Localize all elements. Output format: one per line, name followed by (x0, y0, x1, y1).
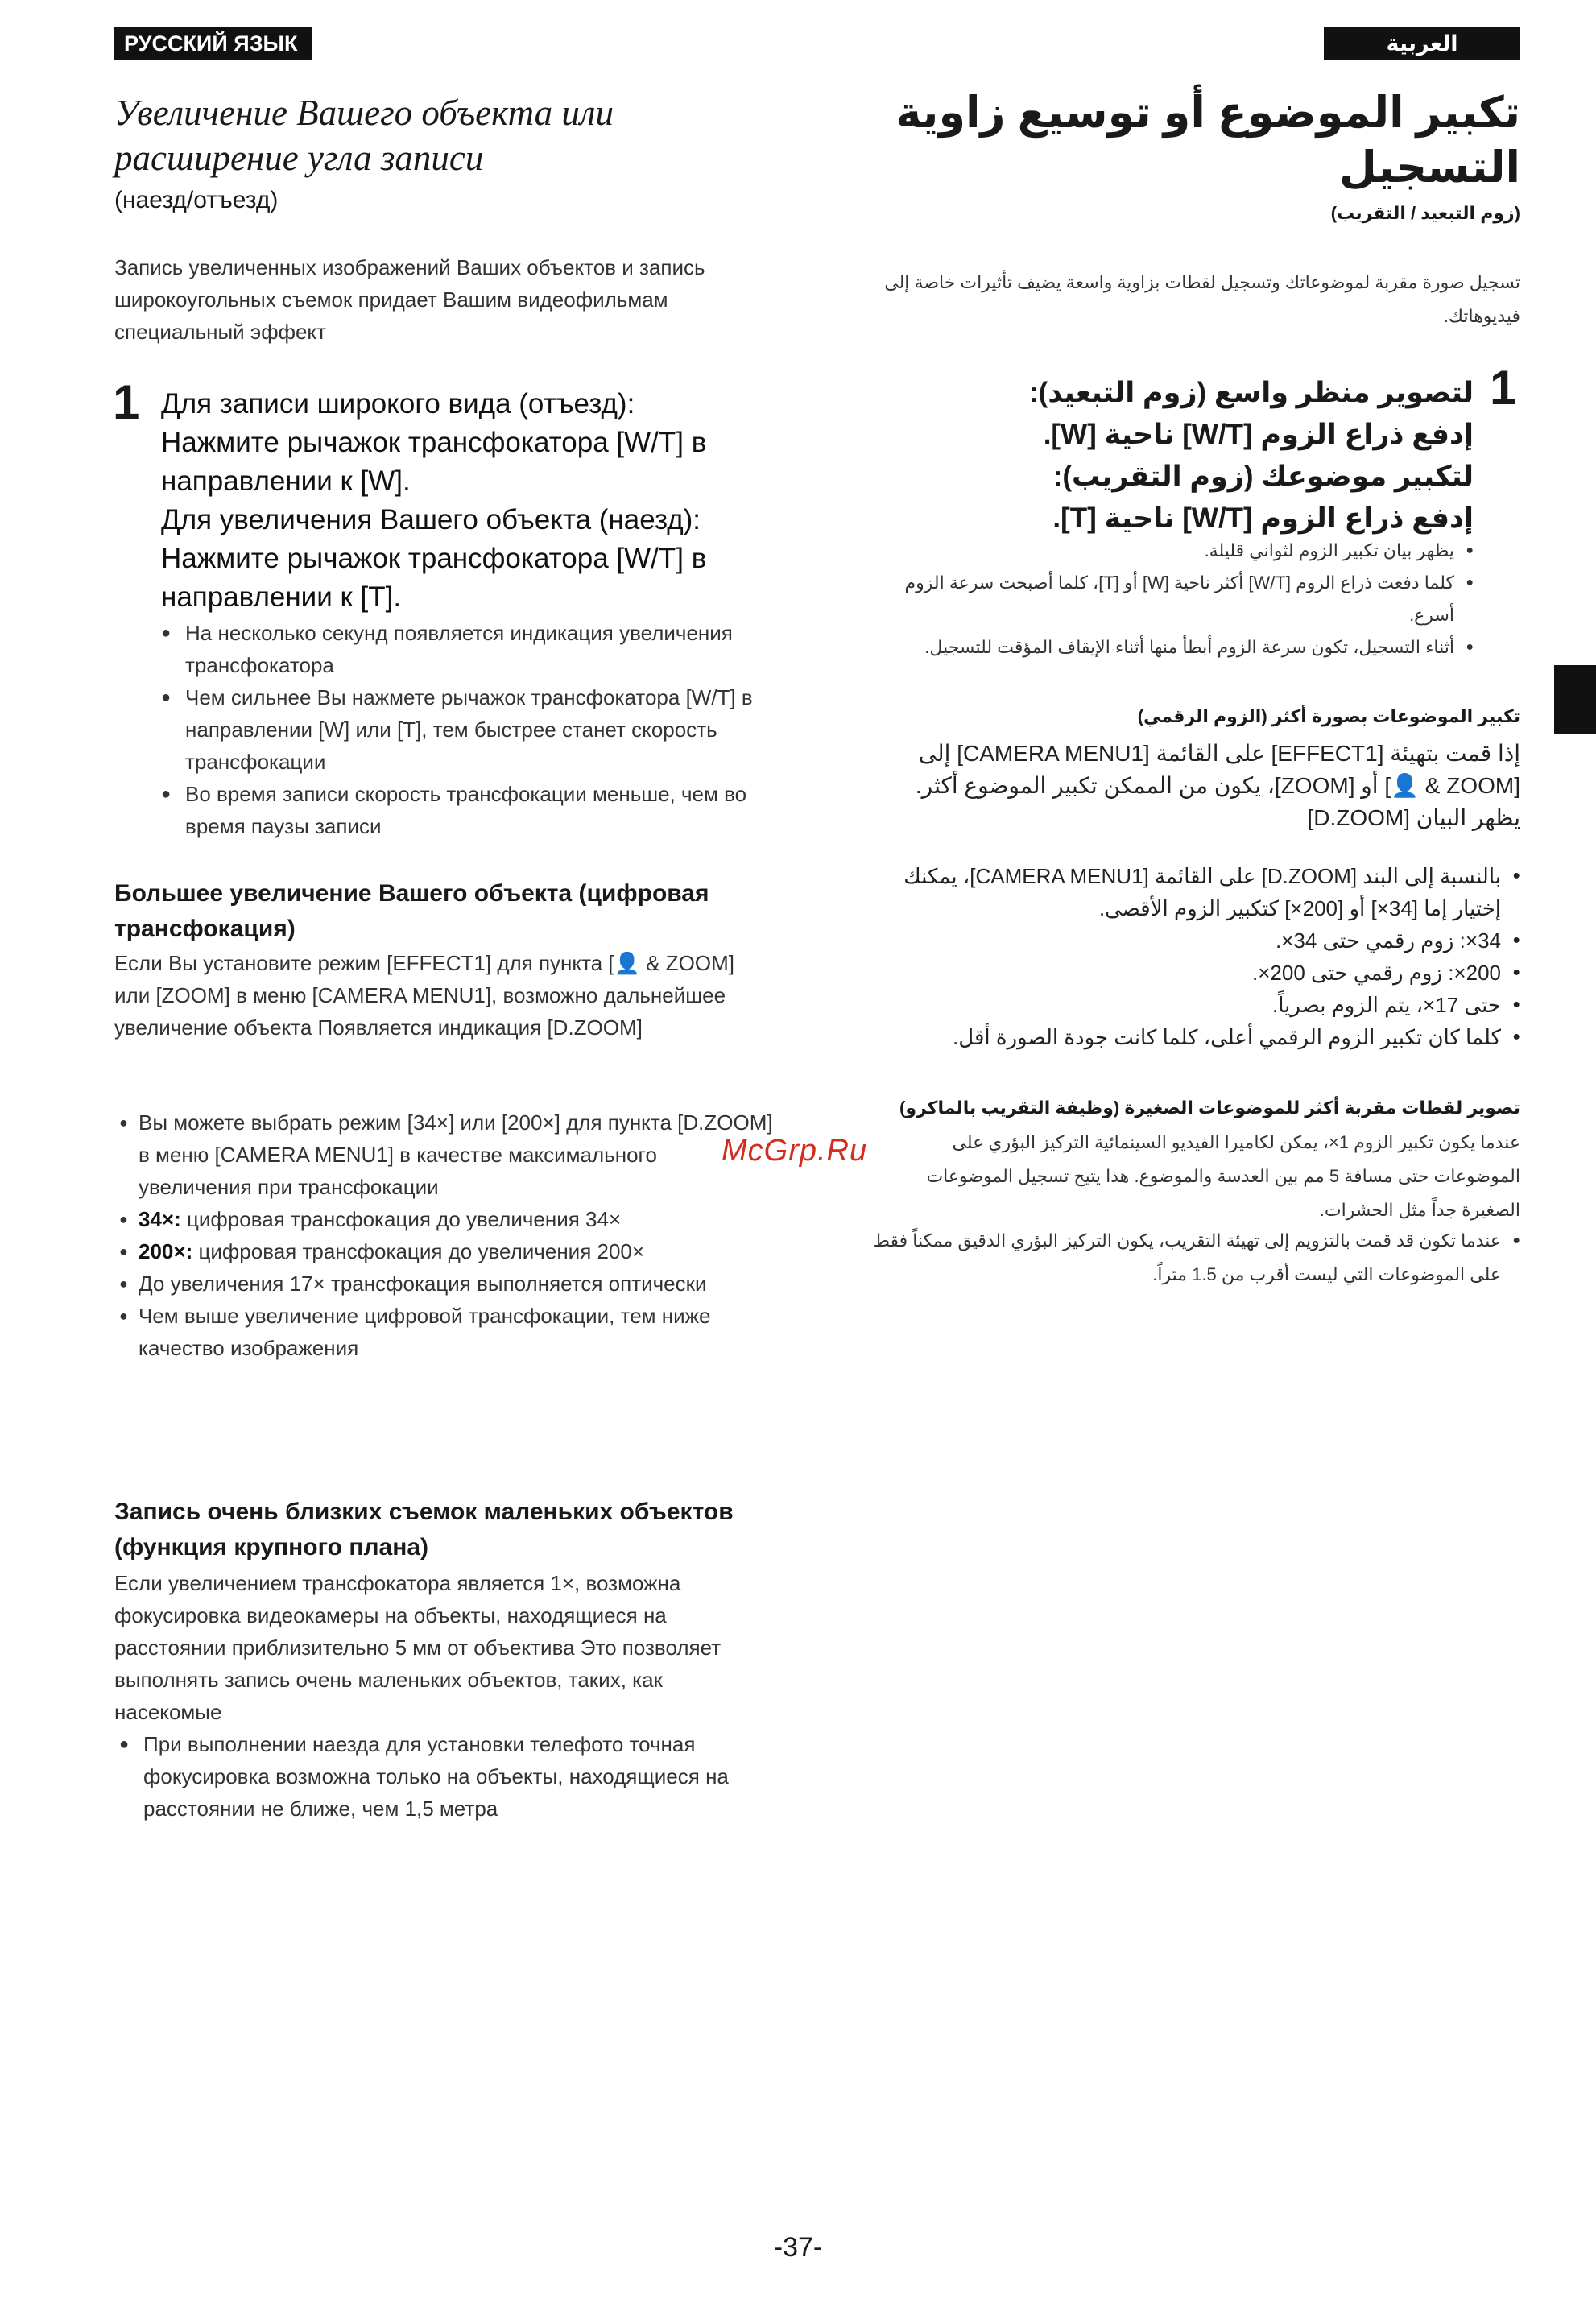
macro-notes-russian (119, 1728, 755, 1825)
subtitle-russian: (наезд/отъезд) (114, 187, 279, 213)
section-edge-tab (1554, 665, 1596, 734)
watermark: McGrp.Ru (722, 1134, 868, 1168)
wide-heading-arabic: لتصوير منظر واسع (زوم التبعيد): (1028, 377, 1474, 408)
list-item: ● На несколько секунд появляется индикация увеличения трансфокатора (161, 617, 773, 681)
tele-action-russian: Нажмите рычажок трансфокатора [W/T] в направлении к [T]. (161, 543, 707, 613)
page-number: -37- (773, 2232, 823, 2263)
step1-notes-arabic (870, 535, 1474, 664)
list-item: ● كلما دفعت ذراع الزوم [W/T] أكثر ناحية [W] أو [T]، كلما أصبحت سرعة الزوم أسرع. (870, 567, 1474, 631)
dzoom-notes-arabic (870, 860, 1520, 1053)
macro-paragraph-arabic: عندما يكون تكبير الزوم 1×، يمكن لكاميرا الفيديو السينمائية التركيز البؤري على الموضوعات حتى مسافة 5 مم بين العدسة والموضوع. هذا يتيح تسجيل الموضوعات الصغيرة جداً مثل الحشرات. (926, 1132, 1520, 1220)
dzoom-heading-russian: Большее увеличение Вашего объекта (цифровая трансфокация) (114, 880, 709, 942)
macro-heading-russian: Запись очень близких съемок маленьких объектов (функция крупного плана) (114, 1499, 734, 1561)
list-item: ● كلما كان تكبير الزوم الرقمي أعلى، كلما كانت جودة الصورة أقل. (870, 1021, 1520, 1053)
language-label-russian: РУССКИЙ ЯЗЫК (114, 27, 312, 60)
macro-heading-arabic: تصوير لقطات مقربة أكثر للموضوعات الصغيرة (وظيفة التقريب بالماكرو) (899, 1098, 1520, 1118)
list-item: ● بالنسبة إلى البند [D.ZOOM] على القائمة [CAMERA MENU1]، يمكنك إختيار إما [34×] أو [200×] كتكبير الزوم الأقصى. (870, 860, 1520, 924)
macro-notes-arabic (870, 1224, 1520, 1292)
list-item: ● عندما تكون قد قمت بالتزويم إلى تهيئة التقريب، يكون التركيز البؤري الدقيق ممكناً فقط على الموضوعات التي ليست أقرب من 1.5 متراً. (870, 1224, 1520, 1292)
list-item: ● أثناء التسجيل، تكون سرعة الزوم أبطأ منها أثناء الإيقاف المؤقت للتسجيل. (870, 631, 1474, 664)
step-number-russian: 1 (113, 375, 140, 429)
list-item: ● Во время записи скорость трансфокации меньше, чем во время паузы записи (161, 778, 773, 842)
intro-paragraph-arabic: تسجيل صورة مقربة لموضوعاتك وتسجيل لقطات بزاوية واسعة يضيف تأثيرات خاصة إلى فيديوهاتك. (884, 272, 1520, 326)
page-title-russian: Увеличение Вашего объекта или расширение угла записи (114, 93, 614, 178)
list-item: ● До увеличения 17× трансфокация выполняется оптически (119, 1267, 773, 1300)
list-item: ● يظهر بيان تكبير الزوم لثواني قليلة. (870, 535, 1474, 567)
dzoom-heading-arabic: تكبير الموضوعات بصورة أكثر (الزوم الرقمي) (1137, 706, 1520, 726)
list-item: ● 200×: زوم رقمي حتى 200×. (870, 957, 1520, 989)
wide-heading-russian: Для записи широкого вида (отъезд): (161, 388, 635, 420)
step1-instructions-arabic (870, 372, 1474, 540)
list-item: ● حتى 17×، يتم الزوم بصرياً. (870, 989, 1520, 1021)
list-item: ● При выполнении наезда для установки телефото точная фокусировка возможна только на объекты, находящиеся на расстоянии не ближе, чем 1,5 метра (119, 1728, 755, 1825)
step1-instructions-russian (161, 385, 773, 617)
dzoom-paragraph-arabic: إذا قمت بتهيئة [EFFECT1] على القائمة [CAMERA MENU1] إلى [ZOOM & 👤] أو [ZOOM]، يكون من الممكن تكبير الموضوع أكثر. يظهر البيان [D.ZOOM] (915, 741, 1520, 830)
tele-action-arabic: إدفع ذراع الزوم [W/T] ناحية [T]. (1052, 502, 1474, 534)
list-item: ● 34×: زوم رقمي حتى 34×. (870, 924, 1520, 957)
macro-paragraph-russian: Если увеличением трансфокатора является 1×, возможна фокусировка видеокамеры на объекты, находящиеся на расстоянии приблизительно 5 мм от объектива Это позволяет выполнять запись очень маленьких объектов, таких, как насекомые (114, 1571, 722, 1724)
tele-heading-arabic: لتكبير موضوعك (زوم التقريب): (1052, 461, 1474, 492)
dzoom-paragraph-russian: Если Вы установите режим [EFFECT1] для пункта [👤 & ZOOM] или [ZOOM] в меню [CAMERA MENU1], возможно дальнейшее увеличение объекта Появляется индикация [D.ZOOM] (114, 951, 734, 1040)
tele-heading-russian: Для увеличения Вашего объекта (наезд): (161, 504, 701, 535)
page-title-arabic: تكبير الموضوع أو توسيع زاوية التسجيل (895, 89, 1520, 192)
wide-action-arabic: إدفع ذراع الزوم [W/T] ناحية [W]. (1043, 419, 1474, 450)
intro-paragraph-russian: Запись увеличенных изображений Ваших объектов и запись широкоугольных съемок придает Вашим видеофильмам специальный эффект (114, 255, 705, 344)
list-item: ● Чем сильнее Вы нажмете рычажок трансфокатора [W/T] в направлении [W] или [T], тем быстрее станет скорость трансфокации (161, 681, 773, 778)
step1-notes-russian (161, 617, 773, 842)
language-label-arabic: العربية (1324, 27, 1520, 60)
dzoom-notes-russian (119, 1106, 773, 1364)
list-item: ● Чем выше увеличение цифровой трансфокации, тем ниже качество изображения (119, 1300, 773, 1364)
wide-action-russian: Нажмите рычажок трансфокатора [W/T] в направлении к [W]. (161, 427, 707, 497)
list-item: ● 200×: цифровая трансфокация до увеличения 200× (119, 1235, 773, 1267)
list-item: ● Вы можете выбрать режим [34×] или [200×] для пункта [D.ZOOM] в меню [CAMERA MENU1] в качестве максимального увеличения при трансфокации (119, 1106, 773, 1203)
list-item: ● 34×: цифровая трансфокация до увеличения 34× (119, 1203, 773, 1235)
step-number-arabic: 1 (1490, 361, 1517, 415)
subtitle-arabic: (زوم التبعيد / التقريب) (1330, 203, 1520, 223)
